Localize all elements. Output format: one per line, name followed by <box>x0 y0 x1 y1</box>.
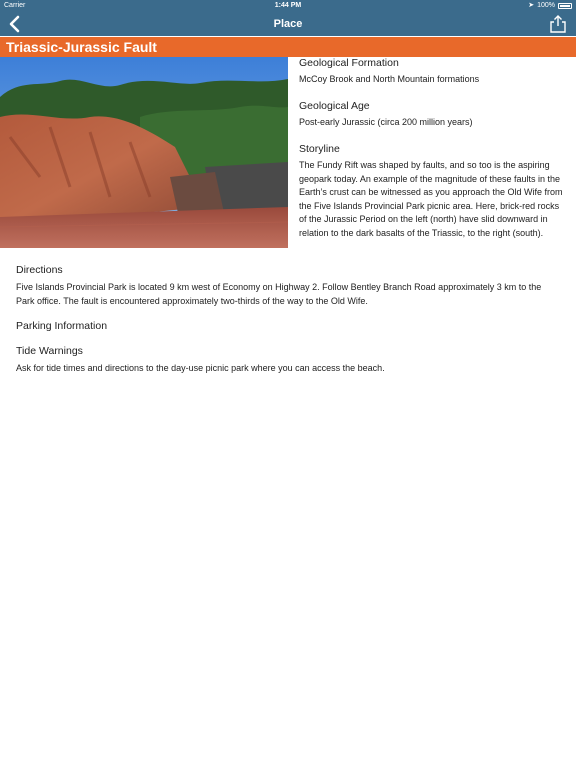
formation-text: McCoy Brook and North Mountain formations <box>299 74 480 84</box>
storyline-section <box>299 143 567 240</box>
directions-section <box>16 264 561 308</box>
status-time: 1:44 PM <box>274 2 302 9</box>
parking-heading: Parking Information <box>16 320 108 332</box>
nav-title: Place <box>273 18 303 30</box>
tide-heading: Tide Warnings <box>16 345 83 357</box>
age-text: Post-early Jurassic (circa 200 million years) <box>299 117 473 127</box>
share-button[interactable] <box>548 14 568 34</box>
carrier-label: Carrier <box>4 2 26 9</box>
directions-heading: Directions <box>16 264 63 276</box>
storyline-text: The Fundy Rift was shaped by faults, and so too is the aspiring geopark today. An example of the magnitude of these faults in the Earth’s crust can be witnessed as you approach the Old Wife from the Five Islands Provincial Park picnic area. Here, brick-red rocks of the Jurassic Period on the left (north) have slid downward in relation to the dark basalts of the Triassic, to the right (south). <box>299 160 563 238</box>
share-icon <box>548 14 568 34</box>
status-right <box>528 0 572 12</box>
formation-section <box>299 57 567 87</box>
cliff-photo-image <box>0 57 288 248</box>
directions-text: Five Islands Provincial Park is located 9 km west of Economy on Highway 2. Follow Bentley Branch Road approximately 3 km to the Park office. The fault is encountered approximately two-thirds of the way to the Old Wife. <box>16 282 542 306</box>
tide-section <box>16 345 561 376</box>
battery-label: 100% <box>537 2 555 9</box>
battery-icon <box>558 3 572 9</box>
storyline-heading: Storyline <box>299 143 340 155</box>
parking-section <box>16 320 561 332</box>
age-heading: Geological Age <box>299 100 370 112</box>
formation-heading: Geological Formation <box>299 57 399 69</box>
place-photo <box>0 57 288 248</box>
tide-text: Ask for tide times and directions to the day-use picnic park where you can access the beach. <box>16 363 385 373</box>
status-bar <box>0 0 576 12</box>
location-arrow-icon: ➤ <box>528 2 535 9</box>
place-title: Triassic-Jurassic Fault <box>6 39 157 55</box>
age-section <box>299 100 567 130</box>
place-title-bar <box>0 37 576 57</box>
navigation-bar <box>0 12 576 36</box>
